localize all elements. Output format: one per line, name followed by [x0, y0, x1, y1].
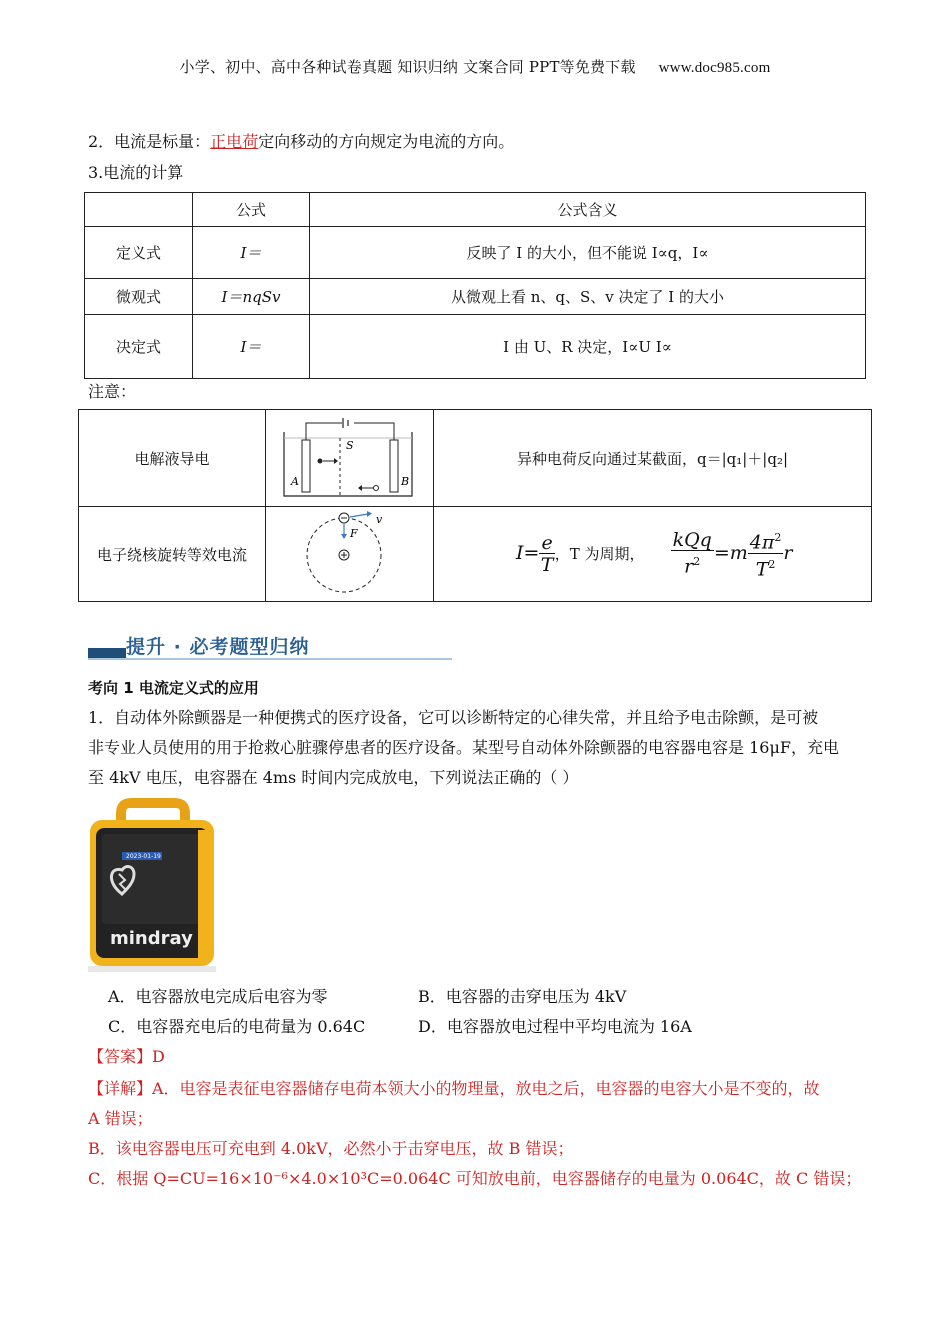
table-header-cell: 公式含义	[310, 193, 866, 227]
diagram-label-s: S	[345, 439, 354, 452]
table-row	[85, 227, 866, 279]
option-a: A．电容器放电完成后电容为零	[108, 987, 328, 1006]
formula-e: e	[541, 531, 553, 554]
formula-r: r	[684, 555, 694, 578]
paragraph-current-scalar	[88, 132, 514, 152]
formula-4pi: 4π	[749, 531, 775, 554]
paragraph-calc-title: 3.电流的计算	[88, 163, 184, 182]
electrolysis-diagram	[280, 418, 420, 498]
table-row	[79, 410, 872, 507]
formula-t2: T	[755, 557, 769, 580]
formula-eq: =	[523, 542, 540, 564]
question-line-3: 至 4kV 电压，电容器在 4ms 时间内完成放电，下列说法正确的（ ）	[88, 768, 579, 787]
row-formula: I＝	[193, 227, 310, 279]
device-brand: mindray	[110, 928, 193, 949]
orbit-formula-cell	[434, 507, 872, 602]
table-row	[85, 315, 866, 379]
formula-i: I	[516, 542, 524, 564]
aed-device-illustration	[86, 794, 218, 974]
table-row	[85, 279, 866, 315]
question-line-2: 非专业人员使用的用于抢救心脏骤停患者的医疗设备。某型号自动体外除颤器的电容器电容是 16μF，充电	[88, 738, 839, 757]
device-date: 2023-01-19	[126, 853, 161, 860]
formula-kqq: kQq	[672, 529, 712, 552]
orbit-diagram	[300, 509, 400, 599]
row-label: 电解液导电	[79, 410, 266, 507]
table-row	[79, 507, 872, 602]
table-header-cell	[85, 193, 193, 227]
formula-pi-exp: 2	[774, 531, 782, 545]
header-url[interactable]: www.doc985.com	[658, 60, 771, 76]
p2-suffix: 定向移动的方向规定为电流的方向。	[258, 132, 515, 151]
row-formula: I＝nqSv	[193, 279, 310, 315]
formula-m: m	[729, 542, 748, 564]
table-header-cell: 公式	[193, 193, 310, 227]
option-c: C．电容器充电后的电荷量为 0.64C	[108, 1017, 366, 1036]
diagram-label-a: A	[290, 475, 299, 488]
notes-table	[78, 409, 872, 602]
row-label: 定义式	[85, 227, 193, 279]
row-label: 微观式	[85, 279, 193, 315]
orbit-formula	[434, 528, 871, 580]
option-d: D．电容器放电过程中平均电流为 16A	[418, 1017, 692, 1036]
row-label: 电子绕核旋转等效电流	[79, 507, 266, 602]
formula-r2: r	[783, 542, 793, 564]
row-meaning: 异种电荷反向通过某截面，q＝|q₁|＋|q₂|	[434, 410, 872, 507]
banner-bar	[88, 648, 126, 658]
p2-prefix: 2．电流是标量：	[88, 132, 211, 151]
row-label: 决定式	[85, 315, 193, 379]
section-title: 考向 1 电流定义式的应用	[88, 679, 259, 697]
note-label: 注意：	[88, 382, 137, 401]
formula-table	[84, 192, 866, 379]
section-banner: 提升 · 必考题型归纳	[126, 636, 310, 658]
orbit-diagram-cell	[266, 507, 434, 602]
diagram-label-b: B	[400, 475, 409, 488]
question-line-1: 1．自动体外除颤器是一种便携式的医疗设备，它可以诊断特定的心律失常，并且给予电击除颤，是可被	[88, 708, 819, 727]
table-header-row	[85, 193, 866, 227]
formula-r-exp: 2	[693, 555, 701, 569]
row-formula: I＝	[193, 315, 310, 379]
electrolysis-diagram-cell	[266, 410, 434, 507]
row-meaning: 反映了 I 的大小，但不能说 I∝q，I∝	[310, 227, 866, 279]
formula-t-exp: 2	[768, 557, 776, 571]
diagram-label-v: v	[375, 513, 382, 526]
explanation-line-2: A 错误；	[88, 1109, 153, 1128]
explanation-line-3: B．该电容器电压可充电到 4.0kV，必然小于击穿电压，故 B 错误；	[88, 1139, 574, 1158]
diagram-label-f: F	[349, 527, 358, 540]
formula-t: T	[540, 553, 554, 576]
answer: 【答案】D	[88, 1047, 165, 1066]
option-b: B．电容器的击穿电压为 4kV	[418, 987, 627, 1006]
row-meaning: I 由 U、R 决定，I∝U I∝	[310, 315, 866, 379]
row-meaning: 从微观上看 n、q、S、v 决定了 I 的大小	[310, 279, 866, 315]
p2-highlight: 正电荷	[210, 132, 259, 151]
formula-tail: ，T 为周期，	[554, 545, 645, 563]
explanation-line-4: C．根据 Q=CU=16×10⁻⁶×4.0×10³C=0.064C 可知放电前，电容器储存的电量为 0.064C，故 C 错误；	[88, 1169, 862, 1188]
aed-device-image	[86, 794, 218, 974]
explanation-line-1: 【详解】A．电容是表征电容器储存电荷本领大小的物理量，放电之后，电容器的电容大小是不变的，故	[88, 1079, 820, 1098]
header-text: 小学、初中、高中各种试卷真题 知识归纳 文案合同 PPT等免费下载	[179, 58, 636, 76]
formula-eq2: =	[713, 542, 730, 564]
page-header	[0, 56, 950, 77]
